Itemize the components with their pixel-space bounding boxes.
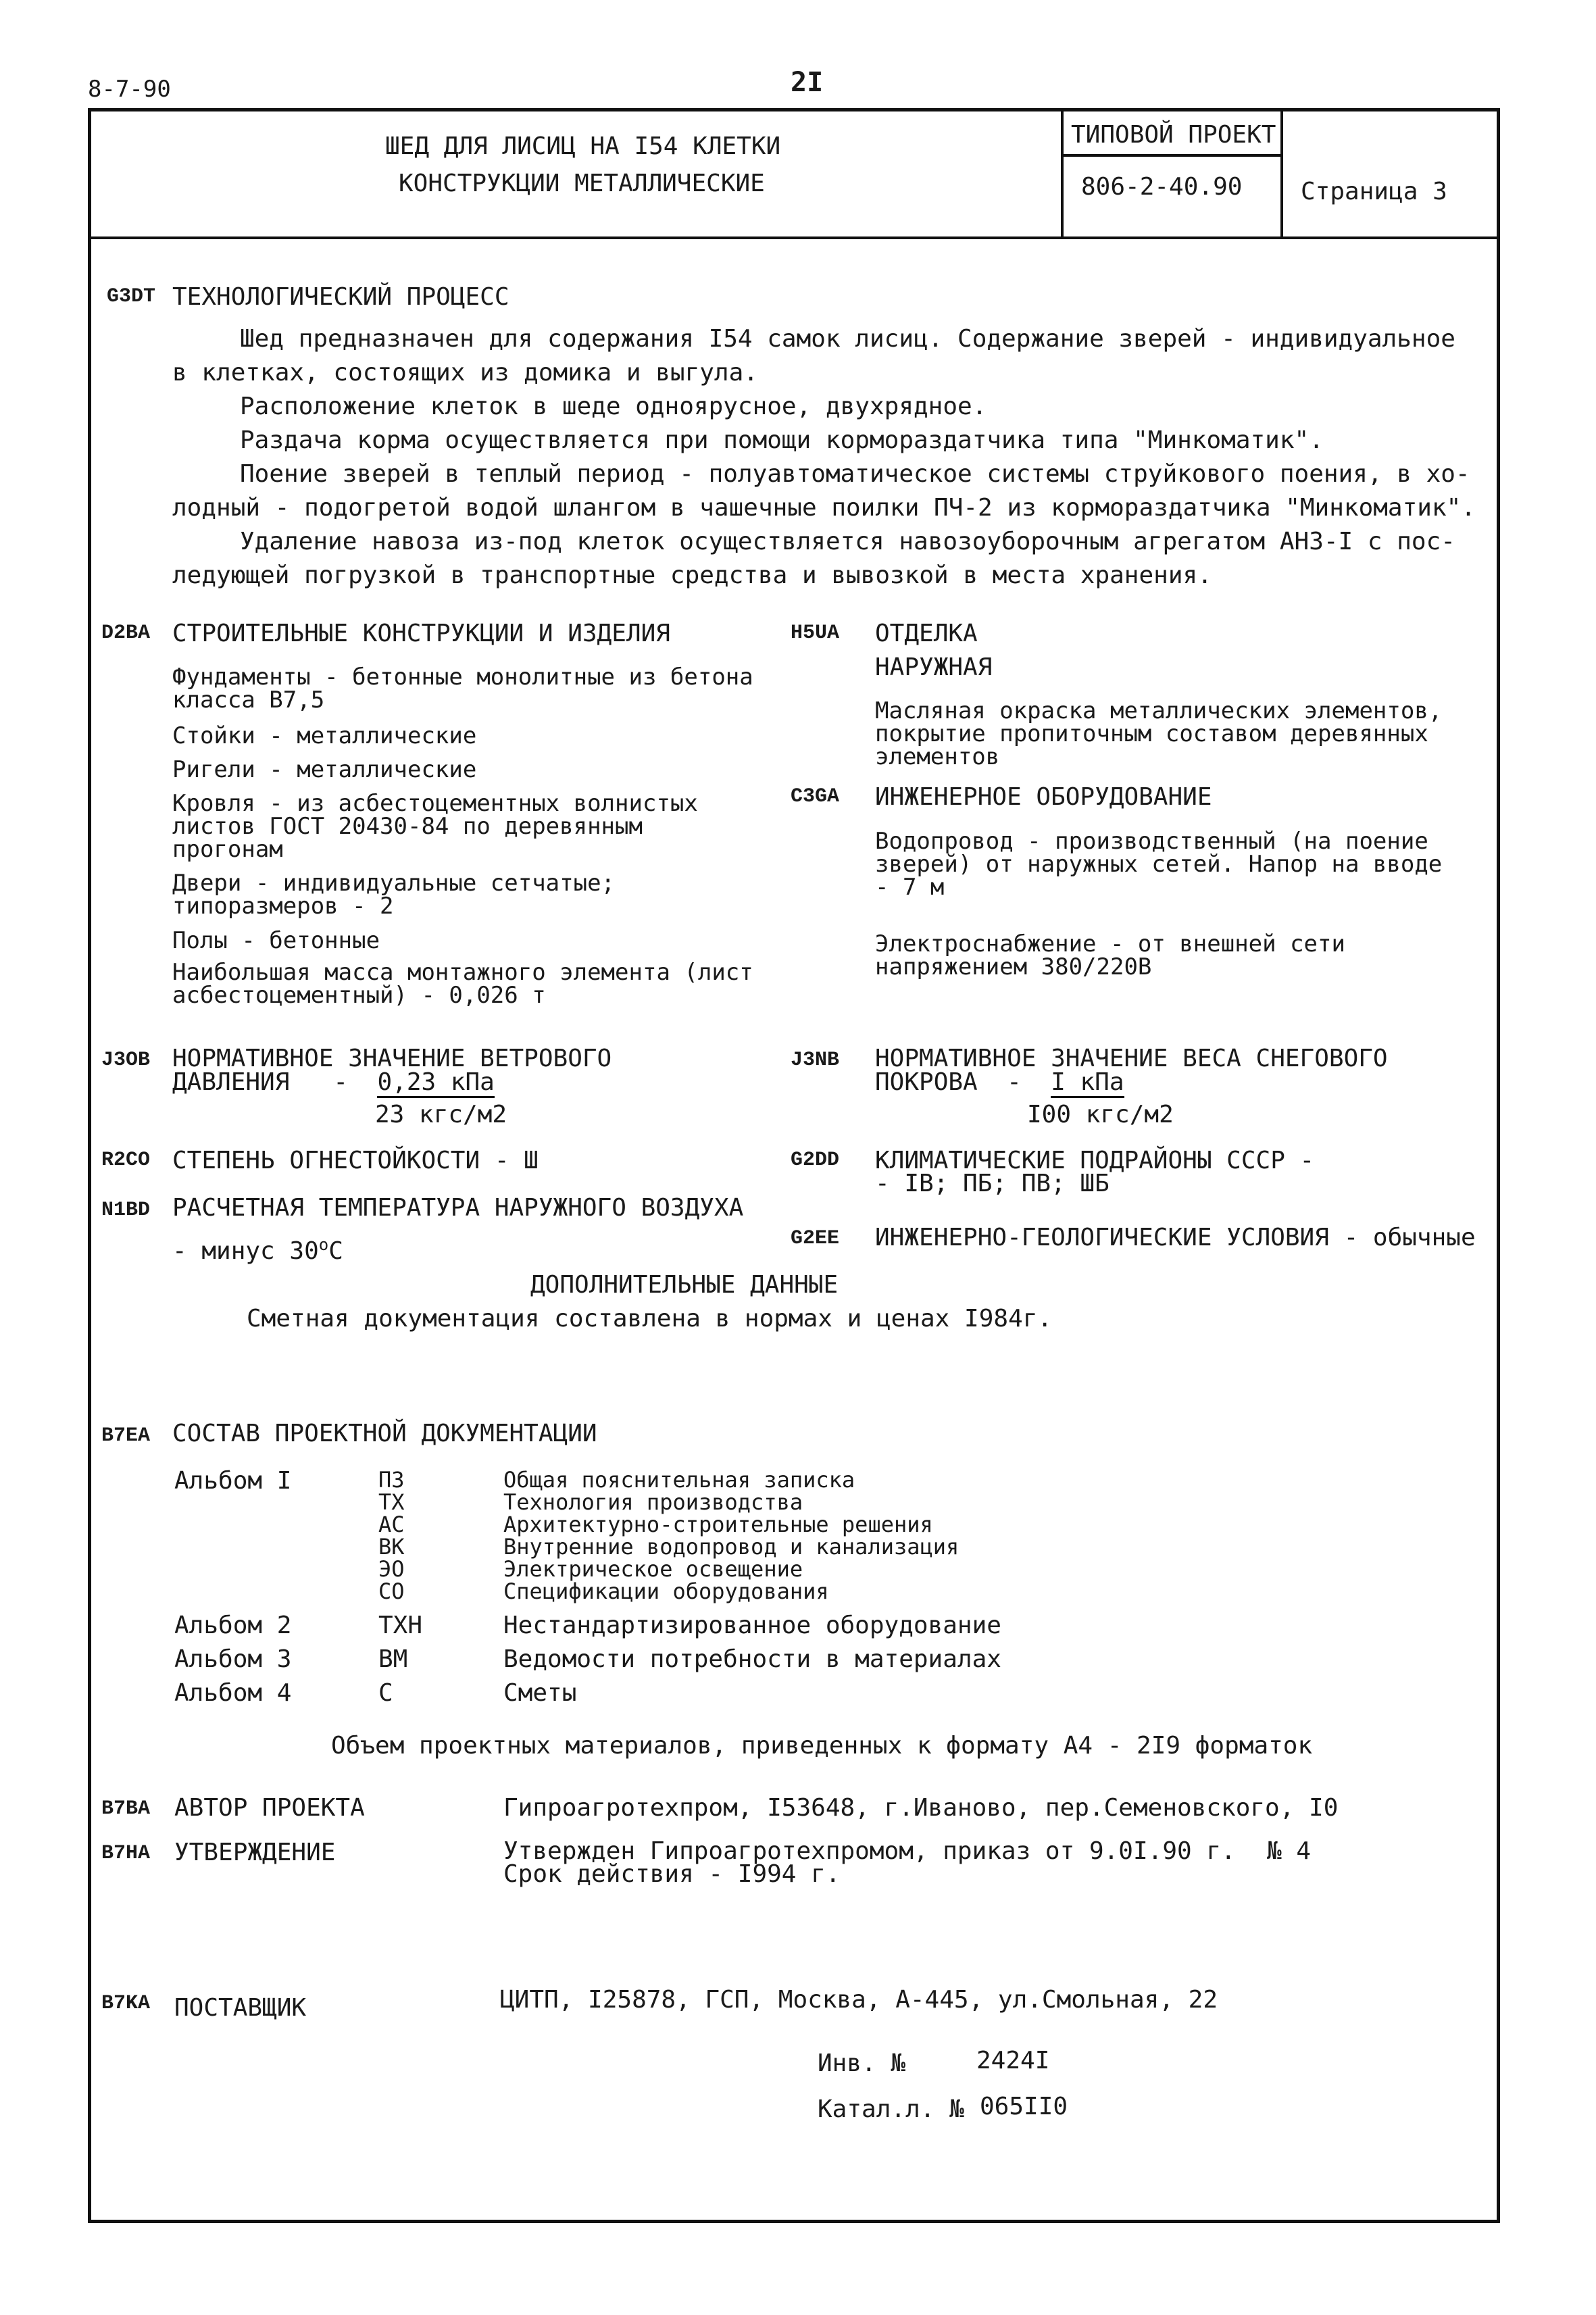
construction-item: Кровля - из асбестоцементных волнистых листов ГОСТ 20430-84 по деревянным прогонам bbox=[172, 790, 698, 863]
snow-line2 bbox=[875, 1068, 1124, 1097]
paragraph-line: Расположение клеток в шеде одноярусное, двухрядное. bbox=[240, 393, 987, 420]
construction-item: Двери - индивидуальные сетчатые; типоразмеров - 2 bbox=[172, 870, 616, 920]
album-mark: ТХН bbox=[378, 1612, 423, 1639]
section-code: B7KA bbox=[101, 1992, 151, 2015]
approval-order-number: № 4 bbox=[1267, 1837, 1312, 1865]
wind-label: ДАВЛЕНИЯ bbox=[172, 1068, 290, 1096]
section-heading: СОСТАВ ПРОЕКТНОЙ ДОКУМЕНТАЦИИ bbox=[172, 1420, 597, 1447]
project-number: 806-2-40.90 bbox=[1081, 173, 1243, 201]
construction-item: Полы - бетонные bbox=[172, 927, 380, 954]
page-label: Страница 3 bbox=[1301, 178, 1447, 205]
catalog-label: Катал.л. № bbox=[818, 2095, 964, 2123]
album-label: Альбом 4 bbox=[174, 1679, 292, 1707]
section-code: N1BD bbox=[101, 1199, 151, 1222]
album-label: Альбом 2 bbox=[174, 1612, 292, 1639]
album-description: Сметы bbox=[503, 1679, 577, 1707]
climate-line1: КЛИМАТИЧЕСКИЕ ПОДРАЙОНЫ СССР - bbox=[875, 1147, 1315, 1174]
extra-text: Сметная документация составлена в нормах и ценах I984г. bbox=[247, 1305, 1053, 1333]
temperature-line1: РАСЧЕТНАЯ ТЕМПЕРАТУРА НАРУЖНОГО ВОЗДУХА bbox=[172, 1194, 744, 1222]
document-title-line1: ШЕД ДЛЯ ЛИСИЦ НА I54 КЛЕТКИ bbox=[385, 132, 781, 160]
album-label: Альбом 3 bbox=[174, 1645, 292, 1673]
paragraph-line: ледующей погрузкой в транспортные средства и вывозкой в места хранения. bbox=[172, 562, 1212, 589]
album-label: Альбом I bbox=[174, 1467, 292, 1495]
album-mark: С bbox=[378, 1679, 393, 1707]
album-description: Внутренние водопровод и канализация bbox=[503, 1534, 959, 1560]
snow-label: ПОКРОВА bbox=[875, 1068, 978, 1096]
title-block-vline-2 bbox=[1280, 108, 1283, 238]
paragraph-line: Раздача корма осуществляется при помощи кормораздатчика типа "Минкоматик". bbox=[240, 426, 1324, 454]
album-description: Электрическое освещение bbox=[503, 1556, 803, 1582]
album-mark: СО bbox=[378, 1578, 405, 1604]
supplier-label: ПОСТАВЩИК bbox=[174, 1994, 307, 2022]
album-mark: ТХ bbox=[378, 1489, 405, 1515]
paragraph-line: Поение зверей в теплый период - полуавтоматическое системы струйкового поения, в хо- bbox=[240, 460, 1470, 488]
section-code: G3DT bbox=[107, 285, 156, 308]
section-code: B7HA bbox=[101, 1842, 151, 1865]
approval-line1: Утвержден Гипроагротехпромом, приказ от 9.0I.90 г. bbox=[503, 1837, 1236, 1865]
section-heading: ОТДЕЛКА bbox=[875, 620, 978, 647]
album-mark: ЭО bbox=[378, 1556, 405, 1582]
document-title-line2: КОНСТРУКЦИИ МЕТАЛЛИЧЕСКИЕ bbox=[399, 170, 765, 197]
album-description: Спецификации оборудования bbox=[503, 1578, 829, 1604]
title-block-hline bbox=[1061, 154, 1282, 157]
wind-dash: - bbox=[333, 1068, 349, 1096]
construction-item: Наибольшая масса монтажного элемента (лист асбестоцементный) - 0,026 т bbox=[172, 959, 753, 1009]
paragraph-line: лодный - подогретой водой шлангом в чашечные поилки ПЧ-2 из кормораздатчика "Минкоматик". bbox=[172, 494, 1476, 522]
temperature-unit: С bbox=[328, 1237, 343, 1265]
section-heading: ИНЖЕНЕРНОЕ ОБОРУДОВАНИЕ bbox=[875, 783, 1212, 811]
snow-dash: - bbox=[1007, 1068, 1022, 1096]
section-code: G2DD bbox=[791, 1149, 840, 1172]
inventory-label: Инв. № bbox=[818, 2049, 906, 2077]
section-heading: СТРОИТЕЛЬНЫЕ КОНСТРУКЦИИ И ИЗДЕЛИЯ bbox=[172, 620, 670, 647]
project-label: ТИПОВОЙ ПРОЕКТ bbox=[1071, 121, 1276, 149]
geology-conditions: ИНЖЕНЕРНО-ГЕОЛОГИЧЕСКИЕ УСЛОВИЯ - обычные bbox=[875, 1224, 1476, 1251]
temperature-line2 bbox=[172, 1230, 343, 1266]
construction-item: Ригели - металлические bbox=[172, 756, 477, 783]
section-code: J3NB bbox=[791, 1049, 840, 1072]
catalog-number: 065II0 bbox=[980, 2093, 1068, 2120]
section-code: H5UA bbox=[791, 622, 840, 645]
album-description: Нестандартизированное оборудование bbox=[503, 1612, 1001, 1639]
page-number: 2I bbox=[791, 67, 824, 98]
snow-value-kgs: I00 кгс/м2 bbox=[1027, 1101, 1174, 1128]
album-mark: ВМ bbox=[378, 1645, 408, 1673]
finish-text: Масляная окраска металлических элементов, покрытие пропиточным составом деревянных элементов bbox=[875, 697, 1443, 770]
snow-value-kpa: I кПа bbox=[1051, 1068, 1124, 1098]
approval-label: УТВЕРЖДЕНИЕ bbox=[174, 1839, 336, 1866]
wind-value-kpa: 0,23 кПа bbox=[377, 1068, 494, 1098]
wind-line2 bbox=[172, 1068, 495, 1097]
album-mark: ВК bbox=[378, 1534, 405, 1560]
paragraph-line: Удаление навоза из-под клеток осуществляется навозоуборочным агрегатом АНЗ-I с пос- bbox=[240, 528, 1455, 555]
document-date: 8-7-90 bbox=[88, 76, 171, 103]
construction-item: Фундаменты - бетонные монолитные из бетона класса В7,5 bbox=[172, 664, 753, 714]
engineering-power: Электроснабжение - от внешней сети напряжением 380/220В bbox=[875, 930, 1345, 980]
snow-line1: НОРМАТИВНОЕ ЗНАЧЕНИЕ ВЕСА СНЕГОВОГО bbox=[875, 1045, 1388, 1072]
engineering-water: Водопровод - производственный (на поение зверей) от наружных сетей. Напор на вводе - 7 м bbox=[875, 828, 1443, 901]
climate-line2: - IВ; ПБ; ПВ; ШБ bbox=[875, 1170, 1109, 1197]
wind-value-kgs: 23 кгс/м2 bbox=[375, 1101, 507, 1128]
extra-heading: ДОПОЛНИТЕЛЬНЫЕ ДАННЫЕ bbox=[530, 1271, 839, 1299]
inventory-number: 2424I bbox=[976, 2047, 1050, 2074]
section-code: R2CO bbox=[101, 1149, 151, 1172]
wind-line1: НОРМАТИВНОЕ ЗНАЧЕНИЕ ВЕТРОВОГО bbox=[172, 1045, 612, 1072]
temperature-value: - минус 30 bbox=[172, 1237, 319, 1265]
section-code: G2EE bbox=[791, 1227, 840, 1250]
author-text: Гипроагротехпром, I53648, г.Иваново, пер.Семеновского, I0 bbox=[503, 1794, 1339, 1822]
album-description: Архитектурно-строительные решения bbox=[503, 1512, 933, 1537]
section-code: B7EA bbox=[101, 1424, 151, 1447]
approval-line2: Срок действия - I994 г. bbox=[503, 1860, 841, 1888]
paragraph-line: Шед предназначен для содержания I54 самок лисиц. Содержание зверей - индивидуальное bbox=[240, 325, 1455, 353]
paragraph-line: в клетках, состоящих из домика и выгула. bbox=[172, 359, 758, 387]
degree-mark: о bbox=[318, 1235, 329, 1254]
album-description: Технология производства bbox=[503, 1489, 803, 1515]
section-code: B7BA bbox=[101, 1797, 151, 1820]
album-description: Общая пояснительная записка bbox=[503, 1467, 855, 1493]
supplier-text: ЦИТП, I25878, ГСП, Москва, А-445, ул.Смольная, 22 bbox=[500, 1986, 1218, 2014]
construction-item: Стойки - металлические bbox=[172, 722, 477, 749]
author-label: АВТОР ПРОЕКТА bbox=[174, 1794, 365, 1822]
section-code: C3GA bbox=[791, 785, 840, 808]
title-block-vline-1 bbox=[1061, 108, 1064, 238]
section-code: D2BA bbox=[101, 622, 151, 645]
album-mark: АС bbox=[378, 1512, 405, 1537]
section-code: J3OB bbox=[101, 1049, 151, 1072]
title-block-divider bbox=[88, 237, 1500, 239]
section-heading: ТЕХНОЛОГИЧЕСКИЙ ПРОЦЕСС bbox=[172, 283, 509, 311]
fire-resistance: СТЕПЕНЬ ОГНЕСТОЙКОСТИ - Ш bbox=[172, 1147, 539, 1174]
section-subheading: НАРУЖНАЯ bbox=[875, 653, 993, 681]
album-mark: ПЗ bbox=[378, 1467, 405, 1493]
album-description: Ведомости потребности в материалах bbox=[503, 1645, 1001, 1673]
volume-text: Объем проектных материалов, приведенных к формату А4 - 2I9 форматок bbox=[331, 1732, 1313, 1760]
